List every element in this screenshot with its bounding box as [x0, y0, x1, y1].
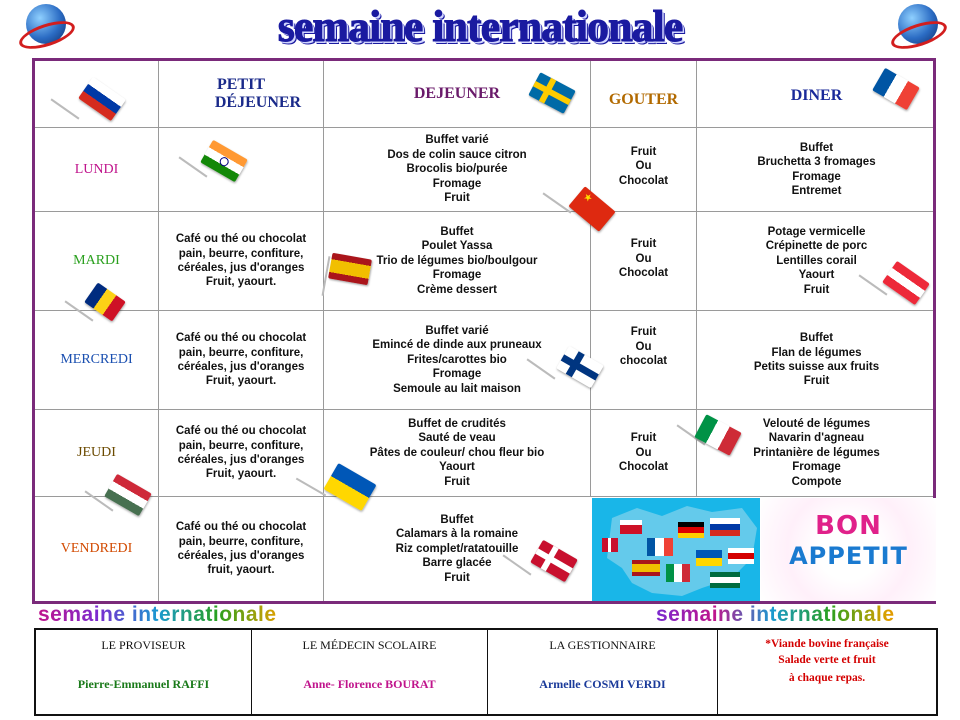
china-flag-icon: ★ — [568, 186, 615, 232]
menu-line: Semoule au lait maison — [393, 382, 521, 395]
menu-line: Trio de légumes bio/boulgour — [376, 254, 538, 267]
note-line: Salade verte et fruit — [778, 654, 876, 666]
menu-line: Lentilles corail — [776, 254, 857, 267]
note-line: *Viande bovine française — [765, 638, 889, 650]
petit-dej-jeudi — [159, 410, 323, 496]
header-petit-line1: PETIT — [216, 76, 265, 93]
menu-line: Fruit, yaourt. — [205, 375, 277, 388]
petit-dej-mercredi — [159, 311, 323, 409]
day-jeudi: JEUDI — [77, 445, 116, 460]
menu-line: Potage vermicelle — [767, 225, 866, 238]
menu-line: Petits suisse aux fruits — [753, 361, 880, 373]
menu-line: Yaourt — [798, 269, 835, 282]
signature-medecin — [252, 630, 488, 714]
day-mercredi: MERCREDI — [60, 352, 133, 367]
gouter-mercredi — [591, 311, 696, 409]
menu-line: Fruit — [803, 375, 830, 388]
gouter-mardi — [591, 212, 696, 310]
menu-line: Poulet Yassa — [421, 240, 493, 253]
menu-line: Buffet de crudités — [408, 417, 506, 430]
note-line: à chaque repas. — [788, 672, 866, 684]
menu-line: Café ou thé ou chocolat — [175, 233, 307, 246]
day-mardi: MARDI — [73, 253, 120, 268]
bon-appetit-line2: APPETIT — [789, 542, 908, 570]
menu-line: Fruit — [444, 571, 470, 584]
menu-line: Ou — [635, 252, 652, 265]
bon-appetit-graphic — [761, 498, 936, 601]
menu-line: Buffet — [799, 332, 834, 345]
petit-dej-vendredi — [159, 497, 323, 601]
menu-line: Calamars à la romaine — [395, 528, 519, 541]
menu-line: céréales, jus d'oranges — [177, 262, 305, 274]
menu-line: céréales, jus d'oranges — [177, 361, 305, 373]
day-vendredi: VENDREDI — [60, 541, 133, 556]
signature-name: Pierre-Emmanuel RAFFI — [77, 677, 210, 691]
europe-flags-map — [592, 498, 760, 601]
signature-name: Anne- Florence BOURAT — [303, 677, 436, 691]
menu-table — [32, 58, 936, 604]
header-dejeuner: DEJEUNER — [413, 85, 501, 102]
menu-line: Fruit — [444, 475, 470, 488]
menu-line: Bruchetta 3 fromages — [757, 156, 876, 169]
banner-left: semaine internationale — [38, 602, 338, 628]
menu-line: Ou — [635, 446, 652, 459]
header-gouter: GOUTER — [608, 91, 679, 108]
meal-note — [718, 630, 936, 714]
menu-line: pain, beurre, confiture, — [178, 439, 304, 452]
bon-appetit-line1: BON — [815, 511, 882, 541]
menu-line: Yaourt — [439, 461, 475, 474]
menu-line: chocolat — [619, 355, 668, 368]
menu-line: Fruit — [444, 192, 470, 205]
menu-line: Café ou thé ou chocolat — [175, 332, 307, 345]
dejeuner-mercredi — [324, 311, 590, 409]
menu-line: fruit, yaourt. — [207, 564, 275, 577]
gouter-jeudi — [591, 410, 696, 496]
menu-line: Crépinette de porc — [765, 240, 868, 253]
menu-line: Emincé de dinde aux pruneaux — [372, 339, 542, 352]
menu-line: céréales, jus d'oranges — [177, 550, 305, 562]
signature-gestionnaire — [488, 630, 718, 714]
menu-line: Café ou thé ou chocolat — [175, 425, 307, 438]
menu-line: Pâtes de couleur/ chou fleur bio — [369, 446, 545, 459]
signature-role: LE MÉDECIN SCOLAIRE — [302, 638, 437, 652]
signature-name: Armelle COSMI VERDI — [539, 677, 666, 691]
menu-line: Fromage — [432, 368, 482, 381]
menu-line: Buffet — [440, 513, 474, 526]
gouter-lundi — [591, 128, 696, 211]
menu-line: Fruit, yaourt. — [205, 468, 277, 481]
menu-line: Frites/carottes bio — [407, 353, 507, 366]
menu-line: Fruit — [803, 283, 830, 296]
signature-role: LA GESTIONNAIRE — [549, 638, 656, 652]
menu-line: Fromage — [432, 269, 482, 282]
diner-lundi — [697, 128, 936, 211]
menu-line: Entremet — [791, 184, 842, 197]
header-petit-dejeuner — [159, 61, 323, 127]
menu-line: pain, beurre, confiture, — [178, 247, 304, 260]
menu-line: Riz complet/ratatouille — [395, 542, 519, 555]
diner-mercredi — [697, 311, 936, 409]
menu-line: Fromage — [792, 170, 841, 183]
menu-line: Fruit — [630, 326, 657, 339]
menu-line: Ou — [635, 160, 652, 173]
day-lundi: LUNDI — [74, 161, 119, 177]
map-icon — [592, 498, 760, 601]
menu-line: Fromage — [432, 177, 482, 190]
menu-line: Buffet — [799, 141, 834, 154]
page-title: semaine internationale — [277, 2, 683, 51]
menu-line: Barre glacée — [422, 557, 492, 570]
header-diner: DINER — [790, 87, 843, 104]
menu-line: Chocolat — [618, 174, 669, 187]
menu-line: Crème dessert — [417, 283, 497, 296]
menu-line: Café ou thé ou chocolat — [175, 521, 307, 534]
menu-line: Dos de colin sauce citron — [387, 148, 527, 161]
menu-line: pain, beurre, confiture, — [178, 346, 304, 359]
signature-proviseur — [36, 630, 252, 714]
menu-line: Buffet varié — [425, 134, 489, 147]
menu-line: Fruit — [630, 145, 657, 158]
menu-line: Buffet varié — [425, 324, 489, 337]
menu-line: Fromage — [792, 461, 841, 474]
signature-role: LE PROVISEUR — [101, 638, 186, 652]
signature-table — [34, 628, 938, 716]
menu-line: céréales, jus d'oranges — [177, 454, 305, 466]
menu-line: Fruit, yaourt. — [205, 276, 277, 289]
menu-line: Printanière de légumes — [753, 446, 880, 459]
menu-line: Ou — [635, 340, 652, 353]
menu-line: Velouté de légumes — [762, 417, 871, 430]
petit-dej-mardi — [159, 212, 323, 310]
menu-line: Fruit — [630, 432, 657, 445]
menu-line: Brocolis bio/purée — [406, 163, 508, 176]
diner-jeudi — [697, 410, 936, 496]
banner-right: semaine internationale — [656, 602, 946, 628]
menu-line: Chocolat — [618, 461, 669, 474]
menu-line: Fruit — [630, 238, 657, 251]
menu-line: Navarin d'agneau — [768, 432, 865, 445]
menu-line: Compote — [791, 475, 842, 488]
header-petit-line2: DÉJEUNER — [214, 94, 302, 111]
menu-line: pain, beurre, confiture, — [178, 535, 304, 548]
menu-line: Flan de légumes — [771, 346, 862, 359]
menu-line: Buffet — [440, 225, 474, 238]
menu-line: Sauté de veau — [418, 432, 496, 445]
menu-line: Chocolat — [618, 267, 669, 280]
